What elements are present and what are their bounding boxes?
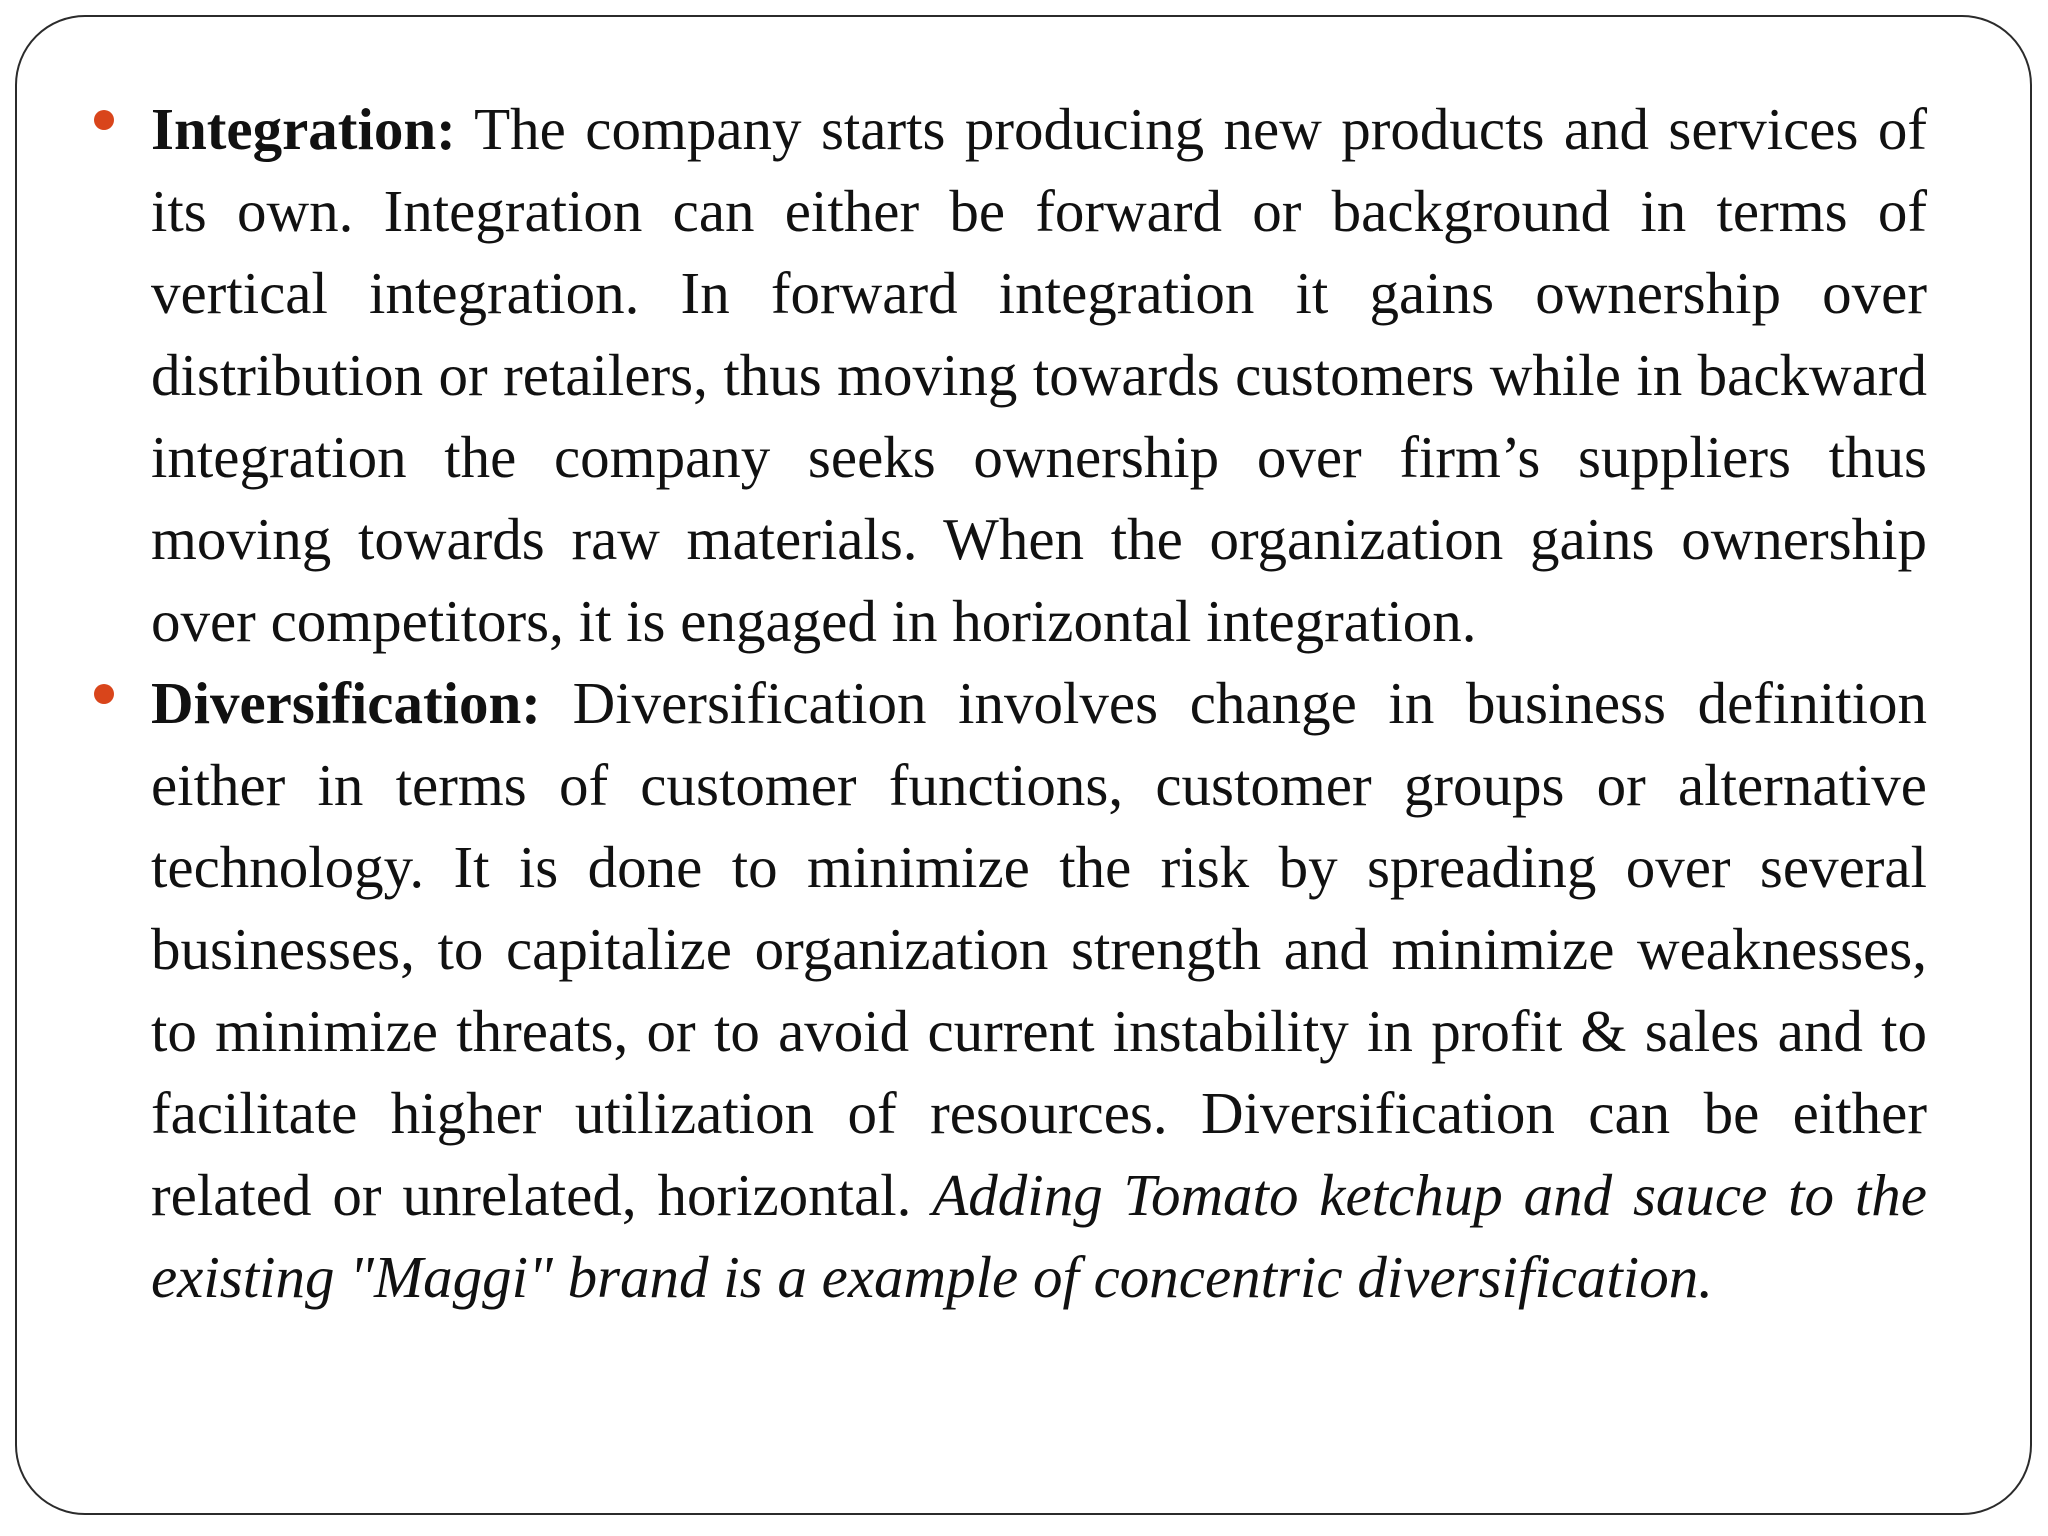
bullet-text: The company starts producing new products and services of its own. Integration can either be forward or background in terms of vertical integration. In forward integration it gains ownership over distribution or retailers, thus moving towards customers while in backward integration the company seeks ownership over firm’s suppliers thus moving towards raw materials. When the organization gains ownership over competitors, it is engaged in horizontal integration. <box>151 96 1927 654</box>
bullet-term: Integration: <box>151 96 456 162</box>
bullet-example: Adding Tomato ketchup and sauce to the existing "Maggi" brand is a example of concentric diversification. <box>151 1162 1927 1310</box>
bullet-item-integration <box>151 88 1927 662</box>
bullet-text: Diversification involves change in business definition either in terms of customer functions, customer groups or alternative technology. It is done to minimize the risk by spreading over several businesses, to capitalize organization strength and minimize weaknesses, to minimize threats, or to avoid current instability in profit & sales and to facilitate higher utilization of resources. Diversification can be either related or unrelated, horizontal. <box>151 670 1927 1228</box>
bullet-term: Diversification: <box>151 670 541 736</box>
bullet-item-diversification <box>151 662 1927 1318</box>
bullet-dot-icon <box>94 684 114 704</box>
bullet-dot-icon <box>94 110 114 130</box>
slide-content <box>151 88 1927 1318</box>
